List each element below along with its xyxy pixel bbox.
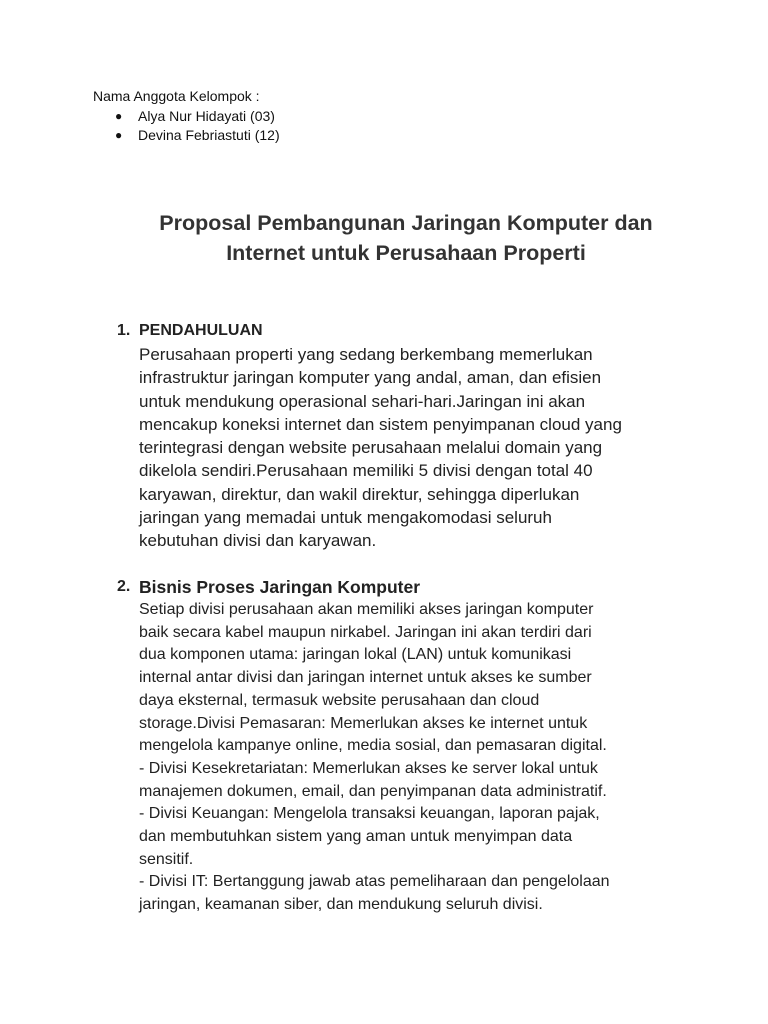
body-line: - Divisi IT: Bertanggung jawab atas pemeliharaan dan pengelolaan xyxy=(139,873,610,891)
members-list xyxy=(93,107,280,146)
body-line: manajemen dokumen, email, dan penyimpanan data administratif. xyxy=(139,782,607,800)
body-line: dua komponen utama: jaringan lokal (LAN) untuk komunikasi xyxy=(139,646,572,664)
body-line: jaringan, keamanan siber, dan mendukung seluruh divisi. xyxy=(139,896,543,914)
member-item xyxy=(93,126,280,146)
body-line: jaringan yang memadai untuk mengakomodasi seluruh xyxy=(139,508,552,528)
body-line: infrastruktur jaringan komputer yang andal, aman, dan efisien xyxy=(139,368,602,388)
body-line: sensitif. xyxy=(139,850,194,868)
body-line: baik secara kabel maupun nirkabel. Jaringan ini akan terdiri dari xyxy=(139,623,592,641)
section-heading: PENDAHULUAN xyxy=(139,322,263,339)
section-body xyxy=(139,343,677,553)
member-item xyxy=(93,107,280,127)
section-pendahuluan xyxy=(117,320,677,553)
body-line: mengelola kampanye online, media sosial, dan pemasaran digital. xyxy=(139,737,607,755)
body-line: dan membutuhkan sistem yang aman untuk menyimpan data xyxy=(139,828,573,846)
member-name: Devina Febriastuti (12) xyxy=(138,127,280,143)
body-line: kebutuhan divisi dan karyawan. xyxy=(139,531,377,551)
section-number: 2. xyxy=(117,578,131,595)
body-line: - Divisi Kesekretariatan: Memerlukan akses ke server lokal untuk xyxy=(139,759,598,777)
section-content xyxy=(139,576,677,917)
body-line: Perusahaan properti yang sedang berkembang memerlukan xyxy=(139,345,593,364)
body-line: - Divisi Keuangan: Mengelola transaksi keuangan, laporan pajak, xyxy=(139,805,600,823)
title-line: Internet untuk Perusahaan Properti xyxy=(226,241,586,265)
body-line: Setiap divisi perusahaan akan memiliki akses jaringan komputer xyxy=(139,601,594,618)
body-line: internal antar divisi dan jaringan internet untuk akses ke sumber xyxy=(139,669,592,687)
members-heading: Nama Anggota Kelompok : xyxy=(93,88,260,104)
section-bisnis-proses xyxy=(117,576,677,917)
body-line: mencakup koneksi internet dan sistem penyimpanan cloud yang xyxy=(139,414,622,434)
member-name: Alya Nur Hidayati (03) xyxy=(138,107,275,124)
body-line: karyawan, direktur, dan wakil direktur, sehingga diperlukan xyxy=(139,484,580,504)
bullet-icon: ● xyxy=(115,128,123,142)
body-line: daya eksternal, termasuk website perusahaan dan cloud xyxy=(139,691,540,709)
section-content xyxy=(139,320,677,553)
body-line: terintegrasi dengan website perusahaan melalui domain yang xyxy=(139,438,603,458)
title-line: Proposal Pembangunan Jaringan Komputer dan xyxy=(159,211,653,235)
bullet-icon: ● xyxy=(115,108,123,123)
document-title xyxy=(90,208,722,268)
section-body xyxy=(139,599,677,917)
section-heading: Bisnis Proses Jaringan Komputer xyxy=(139,577,421,597)
body-line: storage.Divisi Pemasaran: Memerlukan akses ke internet untuk xyxy=(139,714,588,732)
body-line: dikelola sendiri.Perusahaan memiliki 5 divisi dengan total 40 xyxy=(139,461,593,481)
section-number: 1. xyxy=(117,322,131,339)
body-line: untuk mendukung operasional sehari-hari.Jaringan ini akan xyxy=(139,391,586,411)
group-members xyxy=(93,87,280,146)
